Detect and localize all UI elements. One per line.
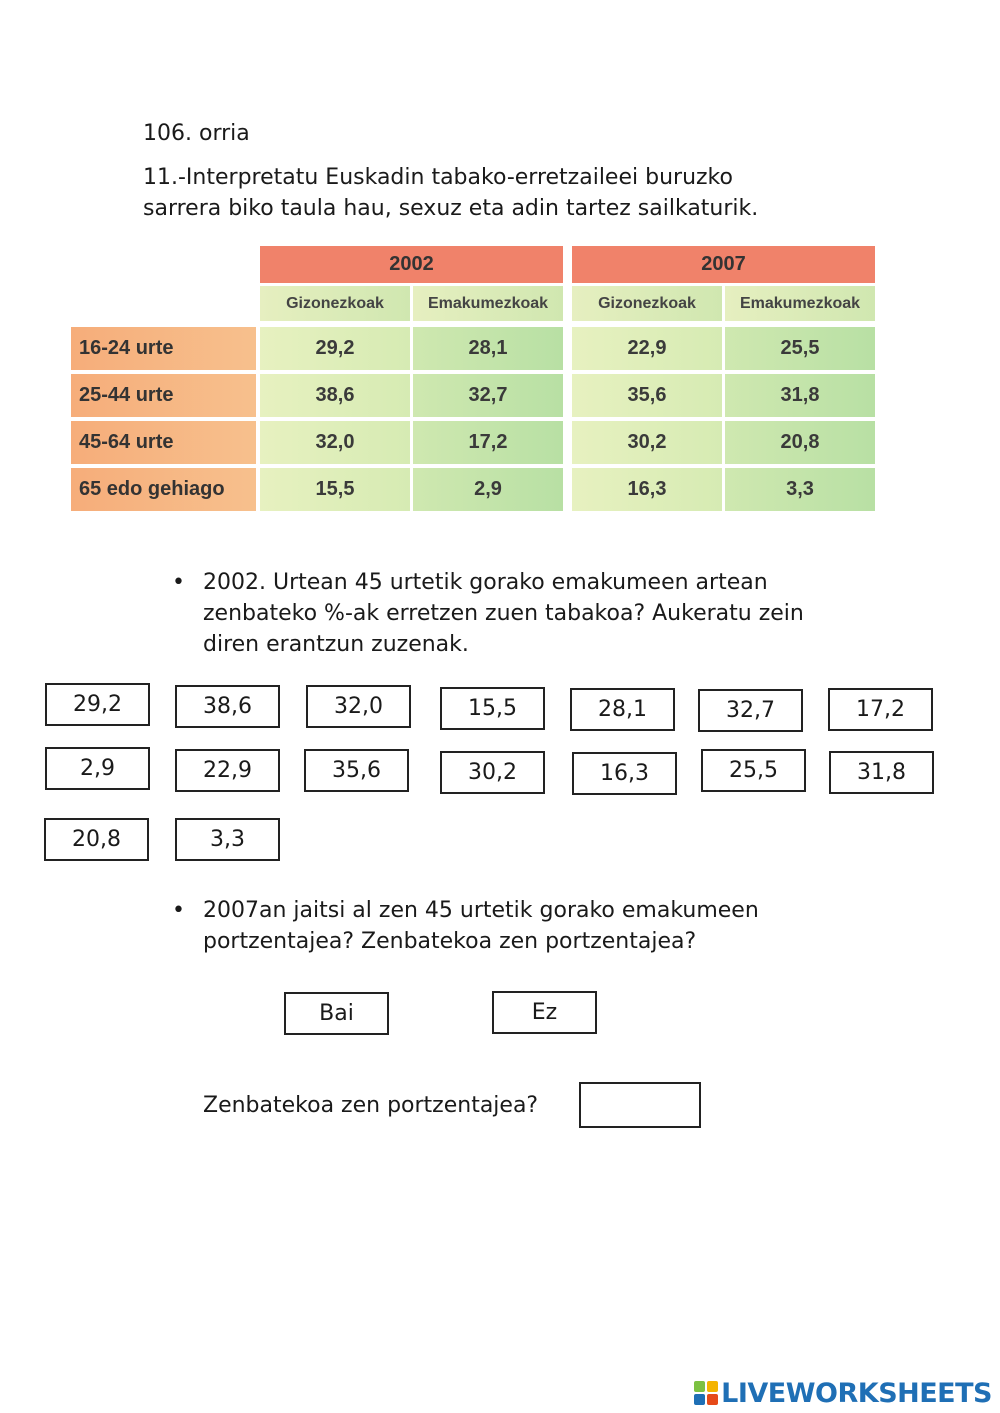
option-box[interactable]: 20,8 bbox=[44, 818, 149, 861]
table-cell: 25,5 bbox=[725, 327, 875, 370]
option-box[interactable]: 31,8 bbox=[829, 751, 934, 794]
option-box[interactable]: 16,3 bbox=[572, 752, 677, 795]
year-header-2007: 2007 bbox=[572, 246, 875, 283]
option-box[interactable]: 32,7 bbox=[698, 689, 803, 732]
table-cell: 30,2 bbox=[572, 421, 722, 464]
table-cell: 28,1 bbox=[413, 327, 563, 370]
age-label-16-24: 16-24 urte bbox=[71, 327, 256, 370]
table-cell: 3,3 bbox=[725, 468, 875, 511]
sex-header-men-2007: Gizonezkoak bbox=[572, 286, 722, 321]
table-cell: 15,5 bbox=[260, 468, 410, 511]
question-1-line-3: diren erantzun zuzenak. bbox=[203, 632, 469, 657]
table-cell: 22,9 bbox=[572, 327, 722, 370]
option-box[interactable]: 32,0 bbox=[306, 685, 411, 728]
logo-square bbox=[707, 1381, 718, 1392]
option-box[interactable]: 15,5 bbox=[440, 687, 545, 730]
question-2-line-2: portzentajea? Zenbatekoa zen portzentajea? bbox=[203, 929, 697, 954]
brand-name: LIVEWORKSHEETS bbox=[721, 1377, 992, 1409]
sex-header-women-2002: Emakumezkoak bbox=[413, 286, 563, 321]
option-box[interactable]: 29,2 bbox=[45, 683, 150, 726]
intro-line-2: sarrera biko taula hau, sexuz eta adin tartez sailkaturik. bbox=[143, 196, 759, 221]
option-box[interactable]: 30,2 bbox=[440, 751, 545, 794]
percent-question-label: Zenbatekoa zen portzentajea? bbox=[203, 1093, 539, 1118]
table-cell: 29,2 bbox=[260, 327, 410, 370]
table-cell: 32,7 bbox=[413, 374, 563, 417]
intro-line-1: 11.-Interpretatu Euskadin tabako-erretzaileei buruzko bbox=[143, 165, 733, 190]
table-cell: 32,0 bbox=[260, 421, 410, 464]
table-cell: 16,3 bbox=[572, 468, 722, 511]
year-header-2002: 2002 bbox=[260, 246, 563, 283]
option-box[interactable]: 25,5 bbox=[701, 749, 806, 792]
table-cell: 20,8 bbox=[725, 421, 875, 464]
sex-header-men-2002: Gizonezkoak bbox=[260, 286, 410, 321]
question-2-line-1: 2007an jaitsi al zen 45 urtetik gorako emakumeen bbox=[203, 898, 759, 923]
logo-square bbox=[694, 1381, 705, 1392]
option-box[interactable]: 17,2 bbox=[828, 688, 933, 731]
option-box[interactable]: 22,9 bbox=[175, 749, 280, 792]
logo-square bbox=[694, 1394, 705, 1405]
table-cell: 2,9 bbox=[413, 468, 563, 511]
question-1 bbox=[203, 567, 804, 660]
no-button[interactable]: Ez bbox=[492, 991, 597, 1034]
option-box[interactable]: 35,6 bbox=[304, 749, 409, 792]
liveworksheets-logo bbox=[694, 1376, 992, 1410]
logo-square bbox=[707, 1394, 718, 1405]
percent-answer-input[interactable] bbox=[579, 1082, 701, 1128]
bullet-marker: • bbox=[172, 898, 185, 923]
option-box[interactable]: 38,6 bbox=[175, 685, 280, 728]
bullet-marker: • bbox=[172, 570, 185, 595]
table-cell: 35,6 bbox=[572, 374, 722, 417]
table-cell: 31,8 bbox=[725, 374, 875, 417]
exercise-intro bbox=[143, 162, 758, 224]
question-2 bbox=[203, 895, 759, 957]
table-cell: 38,6 bbox=[260, 374, 410, 417]
age-label-65-plus: 65 edo gehiago bbox=[71, 468, 256, 511]
brand-logo-icon bbox=[694, 1381, 718, 1405]
table-cell: 17,2 bbox=[413, 421, 563, 464]
sex-header-women-2007: Emakumezkoak bbox=[725, 286, 875, 321]
age-label-45-64: 45-64 urte bbox=[71, 421, 256, 464]
option-box[interactable]: 28,1 bbox=[570, 688, 675, 731]
yes-button[interactable]: Bai bbox=[284, 992, 389, 1035]
question-1-line-1: 2002. Urtean 45 urtetik gorako emakumeen artean bbox=[203, 570, 768, 595]
question-1-line-2: zenbateko %-ak erretzen zuen tabakoa? Aukeratu zein bbox=[203, 601, 804, 626]
age-label-25-44: 25-44 urte bbox=[71, 374, 256, 417]
page-number: 106. orria bbox=[143, 121, 250, 146]
option-box[interactable]: 2,9 bbox=[45, 747, 150, 790]
option-box[interactable]: 3,3 bbox=[175, 818, 280, 861]
